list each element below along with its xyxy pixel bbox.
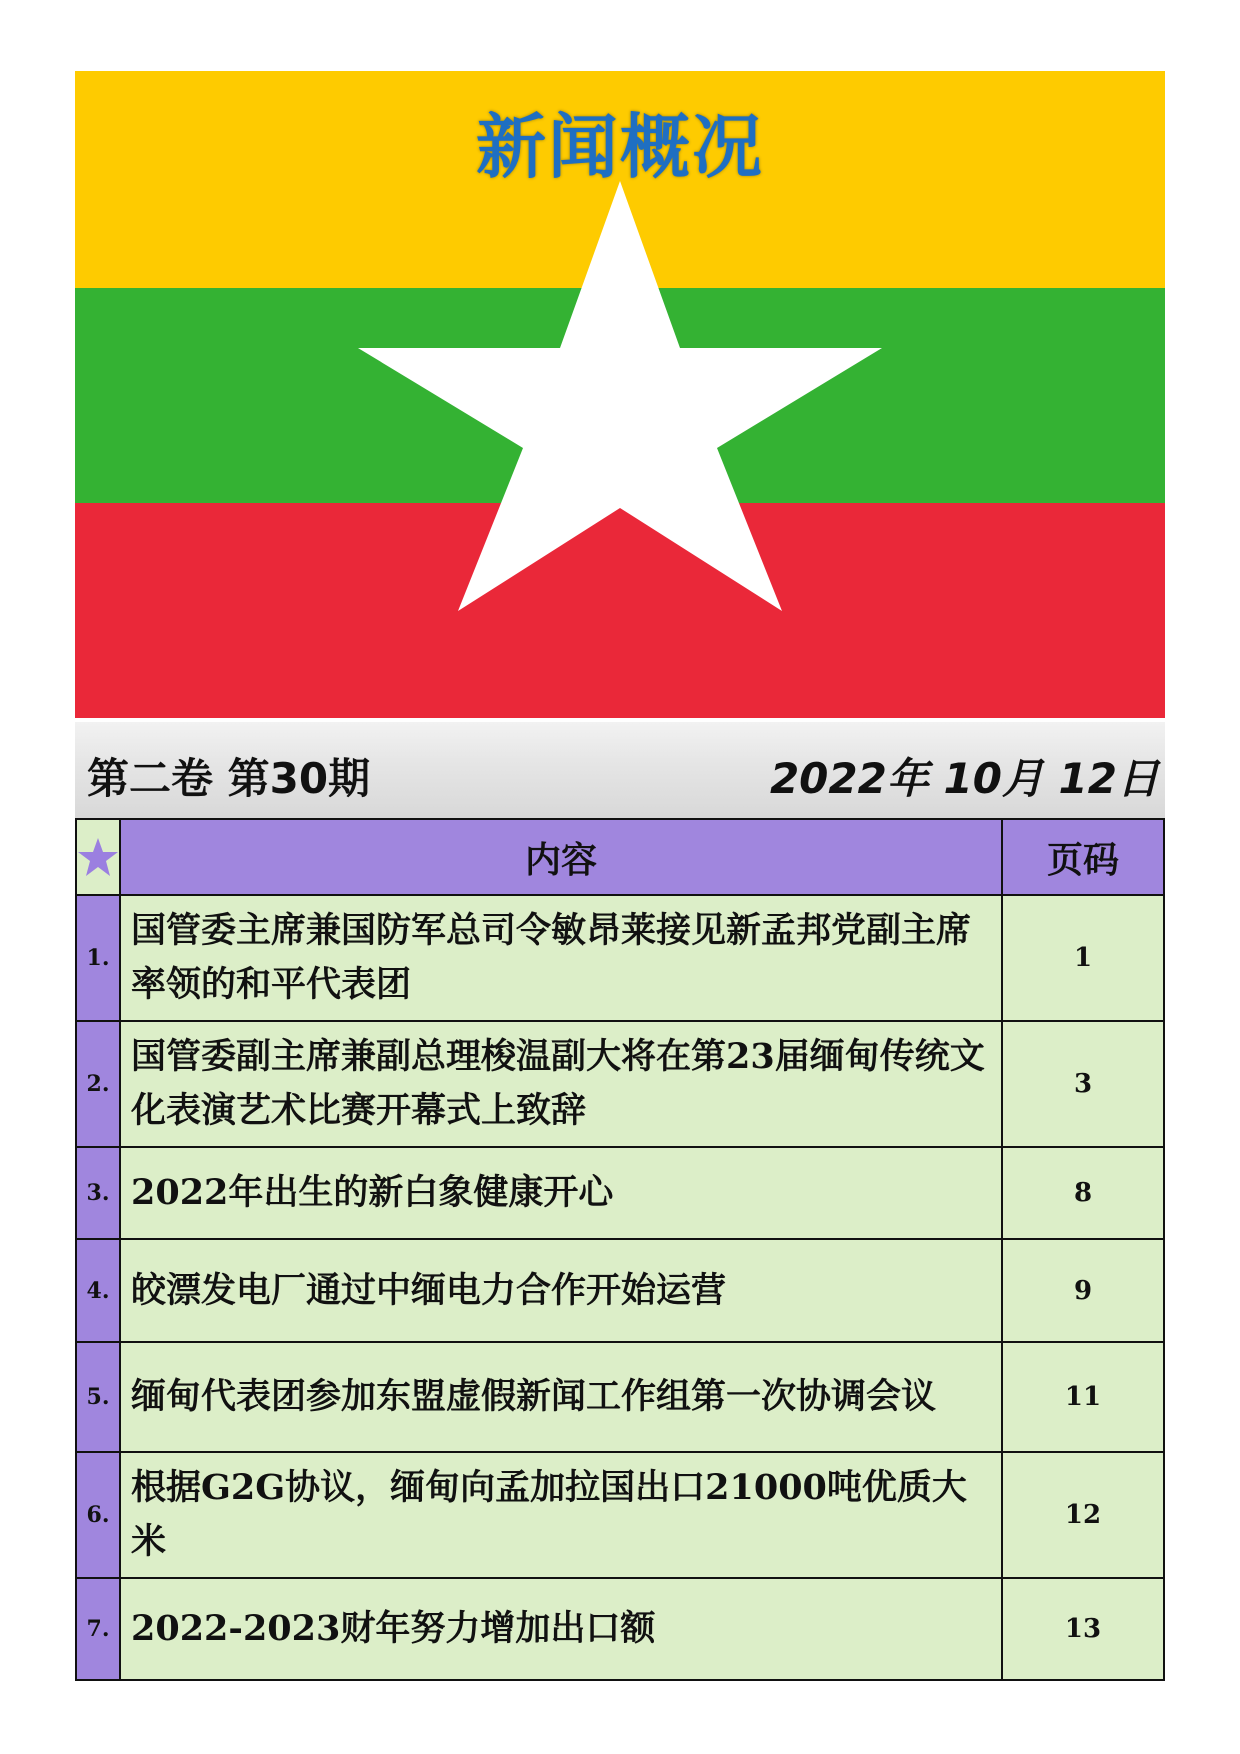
toc-row-page: 11 xyxy=(1002,1342,1164,1452)
toc-row[interactable] xyxy=(76,1239,1164,1342)
toc-row-number: 5. xyxy=(76,1342,120,1452)
myanmar-flag-banner xyxy=(75,71,1165,718)
toc-row-title[interactable]: 国管委主席兼国防军总司令敏昂莱接见新孟邦党副主席率领的和平代表团 xyxy=(120,895,1002,1021)
toc-row-title[interactable]: 根据G2G协议，缅甸向孟加拉国出口21000吨优质大米 xyxy=(120,1452,1002,1578)
toc-row-page: 8 xyxy=(1002,1147,1164,1239)
star-icon xyxy=(77,836,119,878)
toc-row-page: 12 xyxy=(1002,1452,1164,1578)
issue-number: 第二卷 第30期 xyxy=(87,754,371,803)
toc-row[interactable] xyxy=(76,1021,1164,1147)
toc-row-page: 3 xyxy=(1002,1021,1164,1147)
toc-row-number: 2. xyxy=(76,1021,120,1147)
toc-header-row xyxy=(76,819,1164,895)
toc-row-title[interactable]: 缅甸代表团参加东盟虚假新闻工作组第一次协调会议 xyxy=(120,1342,1002,1452)
toc-row-number: 7. xyxy=(76,1578,120,1680)
toc-row[interactable] xyxy=(76,895,1164,1021)
toc-row-title[interactable]: 国管委副主席兼副总理梭温副大将在第23届缅甸传统文化表演艺术比赛开幕式上致辞 xyxy=(120,1021,1002,1147)
toc-row-title[interactable]: 皎漂发电厂通过中缅电力合作开始运营 xyxy=(120,1239,1002,1342)
toc-row-number: 3. xyxy=(76,1147,120,1239)
toc-row[interactable] xyxy=(76,1452,1164,1578)
toc-row-title[interactable]: 2022-2023财年努力增加出口额 xyxy=(120,1578,1002,1680)
toc-row-number: 4. xyxy=(76,1239,120,1342)
toc-row-number: 1. xyxy=(76,895,120,1021)
issue-info-bar xyxy=(75,722,1165,818)
toc-header-content: 内容 xyxy=(120,819,1002,895)
toc-row[interactable] xyxy=(76,1578,1164,1680)
page-title: 新闻概况 xyxy=(476,106,764,188)
toc-header-icon-cell xyxy=(76,819,120,895)
table-of-contents xyxy=(75,818,1165,1681)
toc-row-title[interactable]: 2022年出生的新白象健康开心 xyxy=(120,1147,1002,1239)
toc-row-number: 6. xyxy=(76,1452,120,1578)
toc-row-page: 13 xyxy=(1002,1578,1164,1680)
toc-row-page: 9 xyxy=(1002,1239,1164,1342)
issue-date: 2022年 10月 12日 xyxy=(769,754,1159,803)
toc-row[interactable] xyxy=(76,1147,1164,1239)
toc-row[interactable] xyxy=(76,1342,1164,1452)
toc-header-page: 页码 xyxy=(1002,819,1164,895)
toc-row-page: 1 xyxy=(1002,895,1164,1021)
